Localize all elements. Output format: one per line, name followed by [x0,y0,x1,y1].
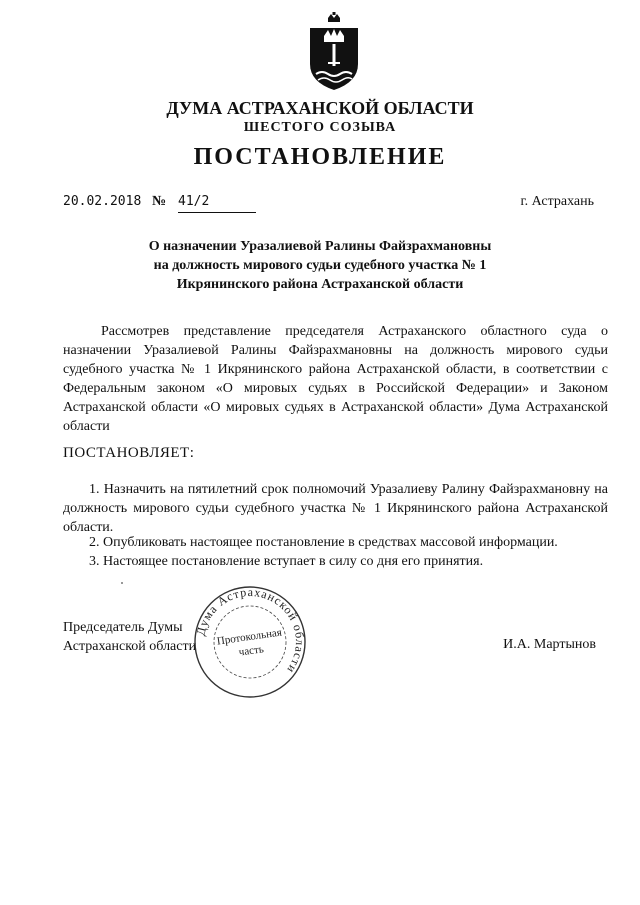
number-label: № [152,194,167,209]
organization-name: ДУМА АСТРАХАНСКОЙ ОБЛАСТИ [166,98,474,118]
title-line: Икрянинского района Астраханской области [176,277,464,292]
document-date: 20.02.2018 [63,194,142,209]
signatory-position [63,618,196,656]
signatory-position-line: Председатель Думы [63,620,183,635]
convocation-label: ШЕСТОГО СОЗЫВА [243,120,397,135]
official-stamp [192,584,308,700]
stamp-ring-textpath: Дума Астраханской области [193,584,308,677]
title-line: на должность мирового судьи судебного участка № 1 [153,258,487,273]
preamble-paragraph: Рассмотрев представление председателя Астраханского областного суда о назначении Уразалиевой Ралины Файзрахмановны на должность мирового судьи судебного участка № 1 Икрянинского района Астраханской области, в соответствии с Федеральным законом «О мировых судьях в Российской Федерации» и Законом Астраханской области «О мировых судьях в Астраханской области» Дума Астраханской области [63,324,608,434]
stamp-center-line: часть [237,643,265,659]
document-title [120,237,520,294]
signatory-position-line: Астраханской области [63,639,197,654]
signatory-name: И.А. Мартынов [503,637,596,652]
resolution-item-1: 1. Назначить на пятилетний срок полномочий Уразалиеву Ралину Файзрахмановну на должность мирового судьи судебного участка № 1 Икрянинского района Астраханской области. [63,482,608,535]
resolution-item-3: 3. Настоящее постановление вступает в силу со дня его принятия. [89,554,484,569]
document-type: ПОСТАНОВЛЕНИЕ [193,144,447,170]
document-number: 41/2 [178,194,256,213]
stamp-center-line: Протокольная [216,626,283,648]
resolves-heading: ПОСТАНОВЛЯЕТ: [63,445,195,461]
scan-speck [121,582,123,584]
title-line: О назначении Уразалиевой Ралины Файзрахмановны [148,239,492,254]
coat-of-arms-emblem [302,12,366,92]
document-city: г. Астрахань [520,194,594,209]
resolution-item-2: 2. Опубликовать настоящее постановление в средствах массовой информации. [89,535,558,550]
